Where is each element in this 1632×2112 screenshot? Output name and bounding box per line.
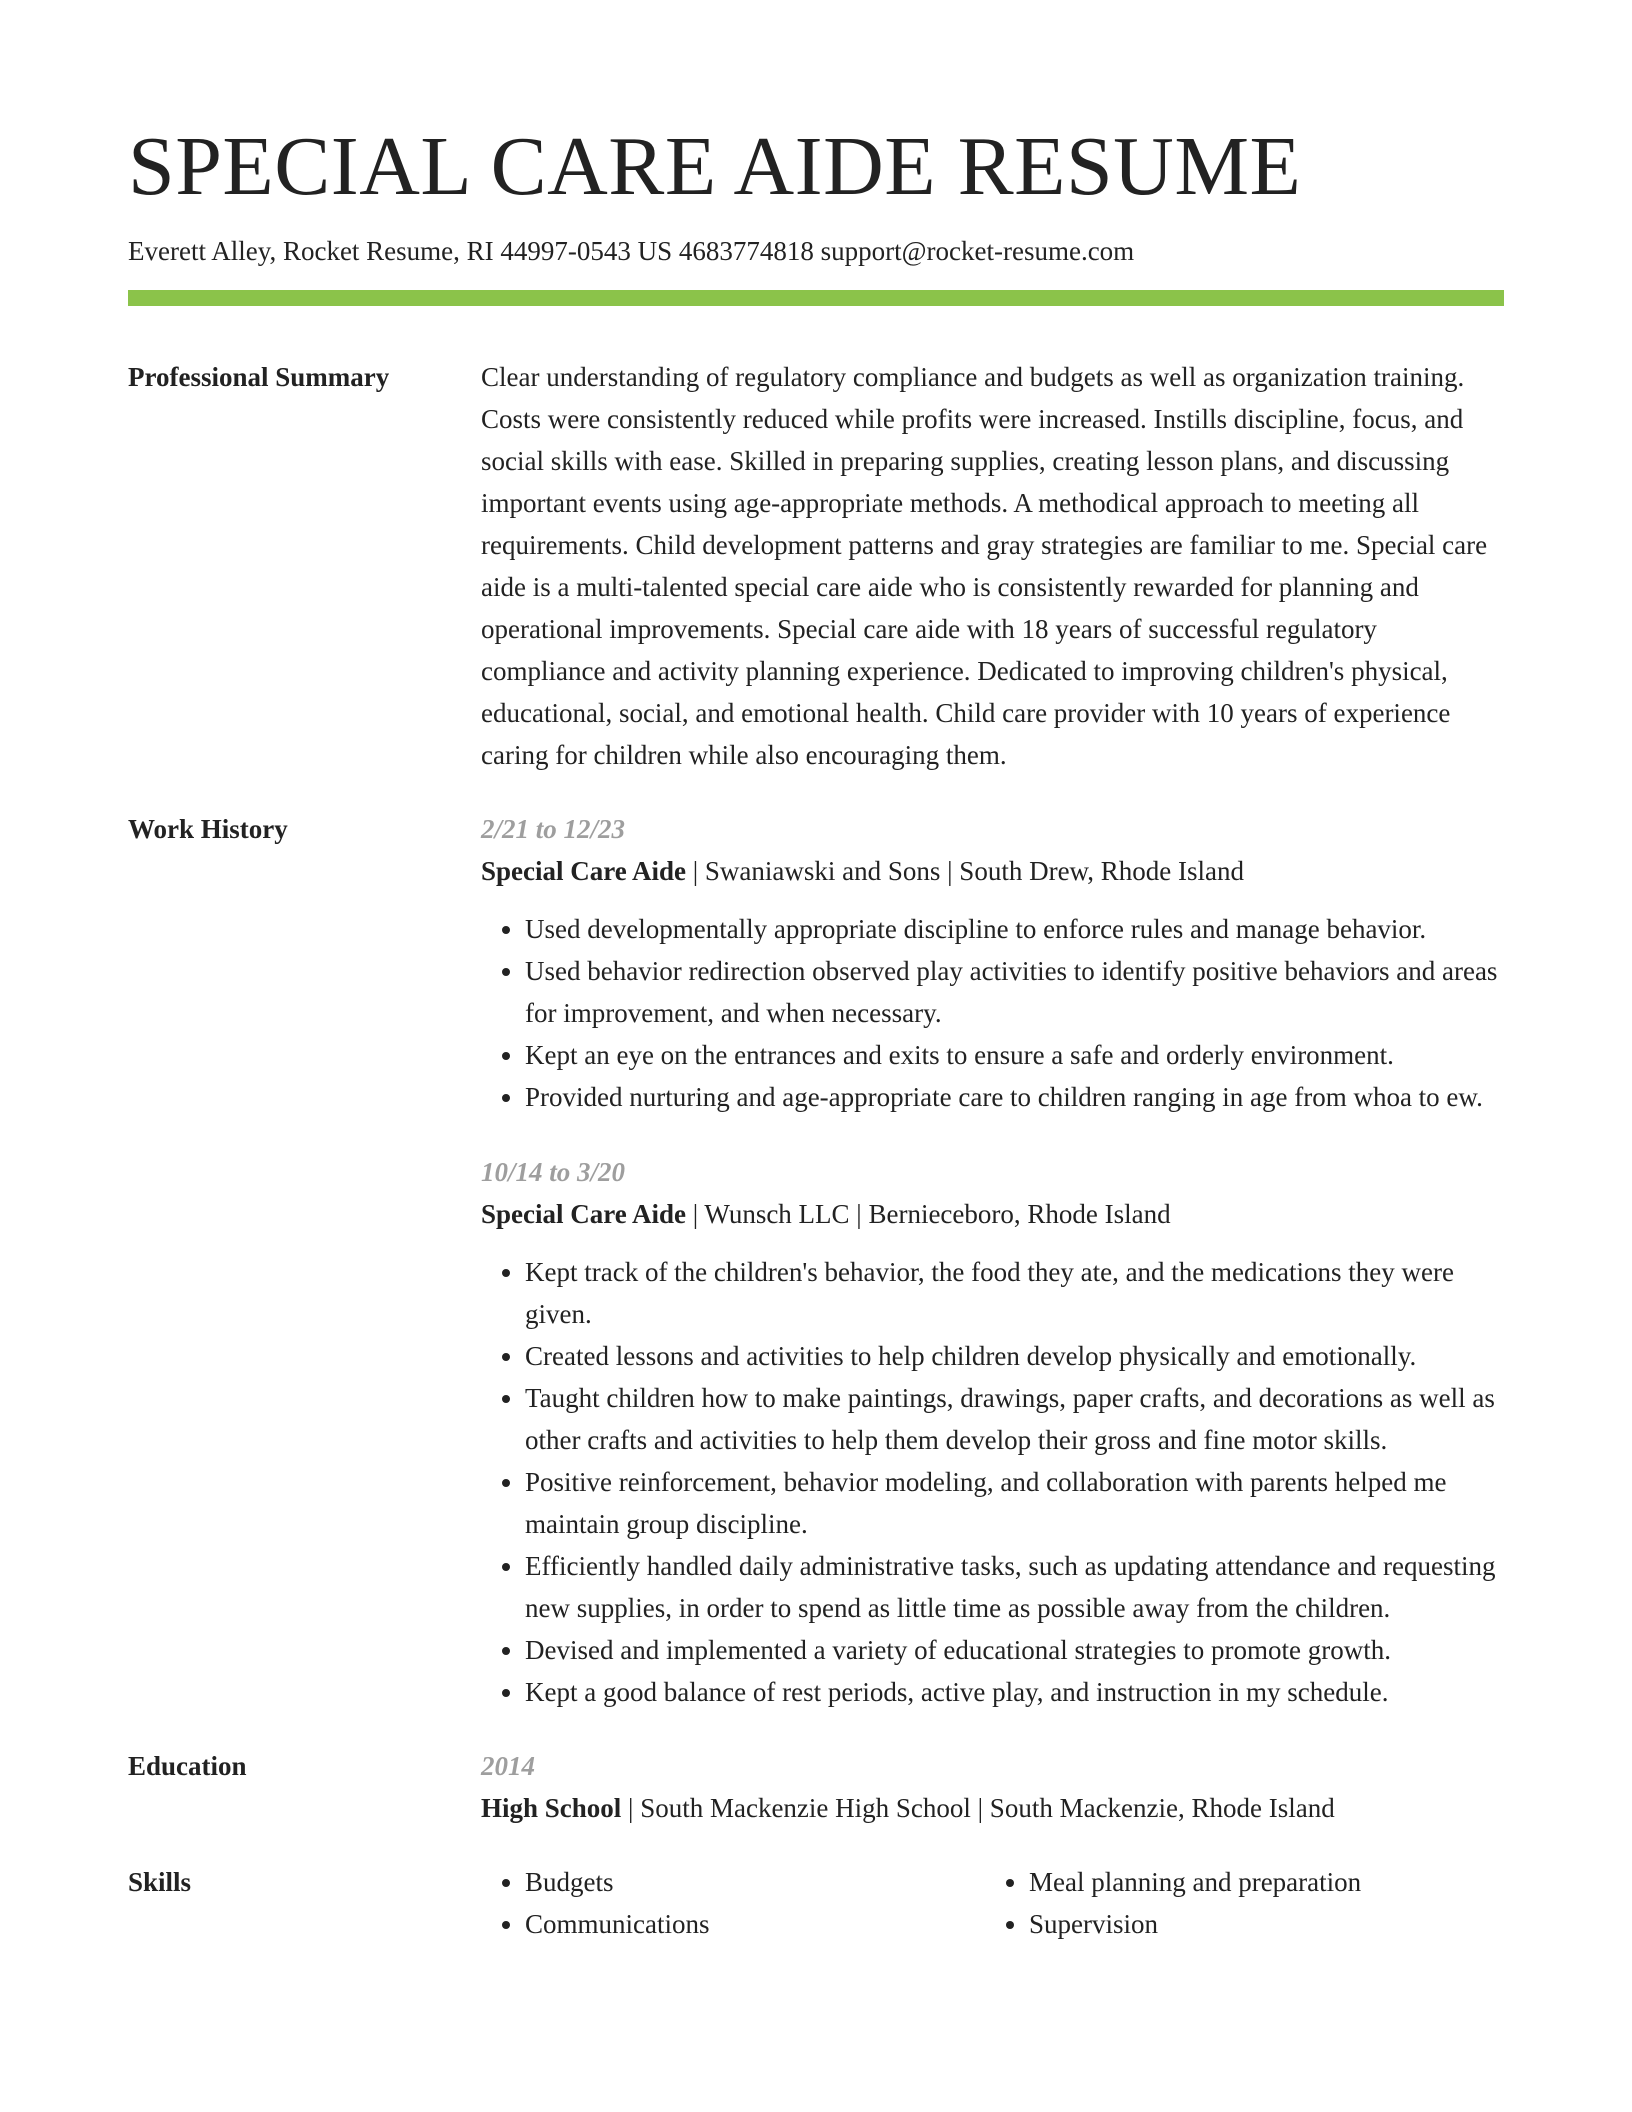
education-line [481,1787,1504,1829]
job-duty: • Efficiently handled daily administrative tasks, such as updating attendance and requesting new supplies, in order to spend as little time as possible away from the children. [525,1545,1504,1629]
summary-section [128,356,1504,776]
skills-body [481,1861,1504,1945]
job-entry [481,1151,1504,1713]
work-history-label: Work History [128,814,288,844]
work-history-section [128,808,1504,1713]
job-duty: • Positive reinforcement, behavior modeling, and collaboration with parents helped me maintain group discipline. [525,1461,1504,1545]
education-label: Education [128,1751,247,1781]
skill-item: • Meal planning and preparation [1029,1861,1361,1903]
education-section [128,1745,1504,1829]
job-role-line [481,850,1504,892]
job-role-line [481,1193,1504,1235]
skill-item: • Communications [525,1903,985,1945]
job-title: Special Care Aide [481,856,686,886]
contact-line: Everett Alley, Rocket Resume, RI 44997-0543 US 4683774818 support@rocket-resume.com [128,236,1135,266]
education-body [481,1745,1504,1829]
skills-section [128,1861,1504,1945]
education-year: 2014 [481,1751,535,1781]
job-duty: • Kept track of the children's behavior, the food they ate, and the medications they were given. [525,1251,1504,1335]
job-duty: • Provided nurturing and age-appropriate care to children ranging in age from whoa to ew. [525,1076,1504,1118]
work-history-body [481,808,1504,1713]
job-title: Special Care Aide [481,1199,686,1229]
job-employer-location: | Wunsch LLC | Bernieceboro, Rhode Island [686,1199,1171,1229]
skill-item: • Supervision [1029,1903,1361,1945]
job-dates: 10/14 to 3/20 [481,1157,626,1187]
job-duties-list [481,908,1504,1118]
job-duty: • Kept a good balance of rest periods, active play, and instruction in my schedule. [525,1671,1504,1713]
job-entry [481,808,1504,1118]
job-dates: 2/21 to 12/23 [481,814,626,844]
summary-text: Clear understanding of regulatory compliance and budgets as well as organization training. Costs were consistently reduced while profits were increased. Instills discipline, focus, and social skills with ease. Skilled in preparing supplies, creating lesson plans, and discussing important events using age-appropriate methods. A methodical approach to meeting all requirements. Child development patterns and gray strategies are familiar to me. Special care aide is a multi-talented special care aide who is consistently rewarded for planning and operational improvements. Special care aide with 18 years of successful regulatory compliance and activity planning experience. Dedicated to improving children's physical, educational, social, and emotional health. Child care provider with 10 years of experience caring for children while also encouraging them. [481,362,1488,770]
job-duty: • Used developmentally appropriate discipline to enforce rules and manage behavior. [525,908,1504,950]
job-duty: • Kept an eye on the entrances and exits to ensure a safe and orderly environment. [525,1034,1504,1076]
skills-label: Skills [128,1867,192,1897]
education-degree: High School [481,1793,622,1823]
education-school-location: | South Mackenzie High School | South Mackenzie, Rhode Island [621,1793,1335,1823]
job-duties-list [481,1251,1504,1713]
header-divider [128,290,1504,306]
skill-item: • Budgets [525,1861,985,1903]
skills-column-right [985,1861,1361,1945]
summary-body [481,356,1504,776]
job-duty: • Created lessons and activities to help children develop physically and emotionally. [525,1335,1504,1377]
summary-label: Professional Summary [128,362,390,392]
skills-column-left [481,1861,985,1945]
resume-title: SPECIAL CARE AIDE RESUME [128,120,1302,213]
job-duty: • Used behavior redirection observed play activities to identify positive behaviors and areas for improvement, and when necessary. [525,950,1504,1034]
job-duty: • Devised and implemented a variety of educational strategies to promote growth. [525,1629,1504,1671]
job-duty: • Taught children how to make paintings, drawings, paper crafts, and decorations as well as other crafts and activities to help them develop their gross and fine motor skills. [525,1377,1504,1461]
job-employer-location: | Swaniawski and Sons | South Drew, Rhode Island [686,856,1245,886]
skills-grid [481,1861,1504,1945]
